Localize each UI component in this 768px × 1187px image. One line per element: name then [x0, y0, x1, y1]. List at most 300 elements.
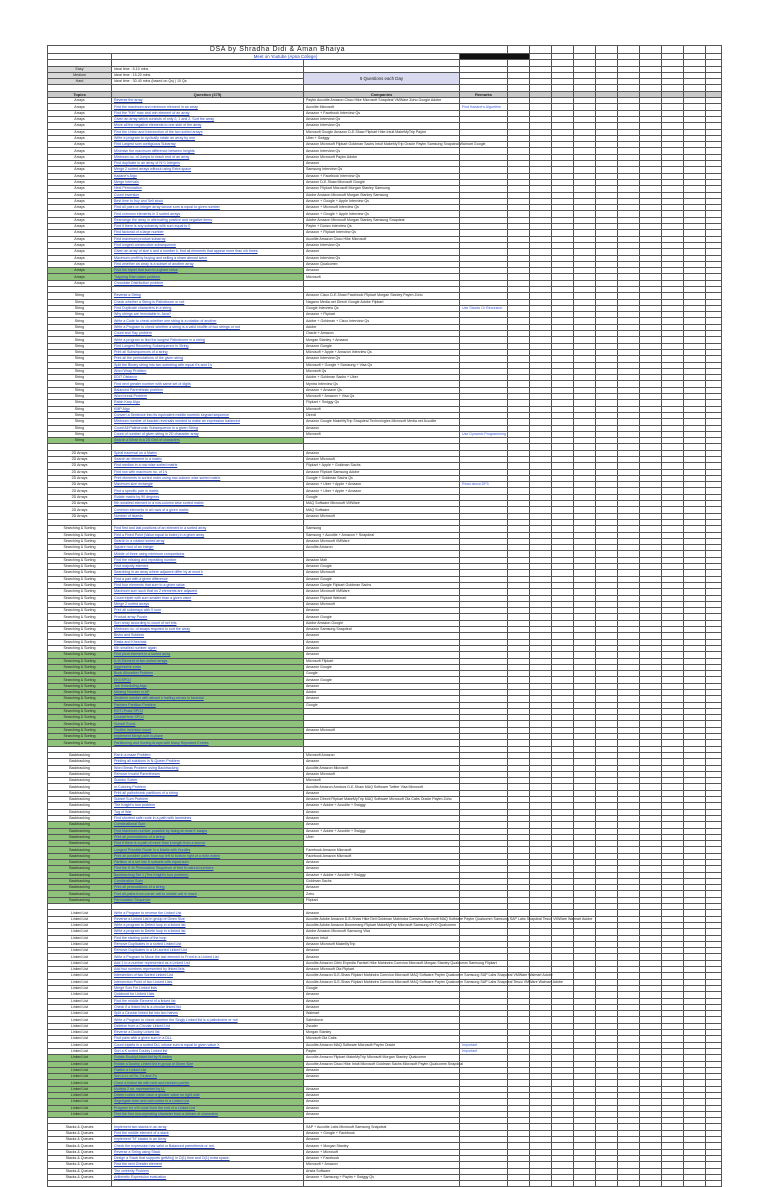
col-topics: Topics — [48, 91, 112, 97]
question-link[interactable]: Print all Subsequences of a string — [112, 349, 304, 355]
companies-cell: Flipkart — [304, 897, 460, 903]
question-link[interactable]: Find a specific pair in matrix — [112, 488, 304, 494]
question-link[interactable]: Add two numbers represented by linked lists — [112, 967, 304, 973]
topic-cell: String — [48, 381, 112, 387]
topic-cell: Searching & Sorting — [48, 551, 112, 557]
title-row — [48, 46, 722, 54]
question-link[interactable]: Remove Duplicates in a sorted Linked List — [112, 941, 304, 947]
question-link[interactable]: Find the triplet that sum to a given value — [112, 268, 304, 274]
topic-cell: Arrays — [48, 236, 112, 242]
question-link[interactable]: Find if there is any subarray with sum equal to 0 — [112, 224, 304, 230]
question-link[interactable]: ROTI-Prata SPOJ — [112, 708, 304, 714]
question-link[interactable]: Word Break Problem using Backtracking — [112, 765, 304, 771]
question-link[interactable]: Sort a K sorted Doubly Linked list — [112, 1048, 304, 1054]
question-link[interactable]: Minimum no. of swaps required to sort the array — [112, 627, 304, 633]
question-link[interactable]: Reverse the array — [112, 98, 304, 104]
companies-cell: Oracle + Amazon — [304, 331, 460, 337]
topic-cell: Linked List — [48, 916, 112, 922]
question-link[interactable]: Find Largest sum contiguous Subarray — [112, 142, 304, 148]
question-link[interactable]: Reverse a String — [112, 293, 304, 299]
topic-cell: Arrays — [48, 98, 112, 104]
topic-cell: 2D Arrays — [48, 488, 112, 494]
question-link[interactable]: Find the missing and repeating number — [112, 557, 304, 563]
question-link[interactable]: Search in a rotated sorted array — [112, 538, 304, 544]
companies-cell: Amazon — [304, 608, 460, 614]
companies-cell: Amazon — [304, 639, 460, 645]
question-link[interactable]: Find Duplicate characters in a string — [112, 305, 304, 311]
question-link[interactable]: Find factorial of a large number — [112, 230, 304, 236]
question-link[interactable]: Partition of a set into K subsets with equal sum — [112, 860, 304, 866]
companies-cell: Amazon Microsoft Paytm Adobe — [304, 154, 460, 160]
question-link[interactable]: Book Allocation Problem — [112, 671, 304, 677]
question-link[interactable]: Find first and last positions of an element in a sorted array — [112, 526, 304, 532]
question-link[interactable]: Find maximum product subarray — [112, 236, 304, 242]
companies-cell: Amazon — [304, 1137, 460, 1143]
companies-cell: Directi — [304, 412, 460, 418]
question-link[interactable]: Find all paths from corner cell to middle cell in maze — [112, 891, 304, 897]
question-link[interactable]: Find the next Greater element — [112, 1162, 304, 1168]
question-link[interactable]: Check if a linked list is a circular linked list — [112, 1004, 304, 1010]
topic-cell: String — [48, 299, 112, 305]
topic-cell: Searching & Sorting — [48, 664, 112, 670]
question-link[interactable]: Write a Program to reverse the Linked List — [112, 910, 304, 916]
col-remarks: Remarks — [460, 91, 508, 97]
companies-cell: Google — [304, 985, 460, 991]
question-link[interactable]: Write a program to find the longest Palindrome in a string — [112, 337, 304, 343]
topic-cell: String — [48, 419, 112, 425]
question-link[interactable]: Reverse a Linked List in group of Given Size — [112, 916, 304, 922]
question-link[interactable]: Rotate a Doubly Linked list in group of Given Size — [112, 1061, 304, 1067]
question-link[interactable]: Minimise the maximum difference between heights — [112, 148, 304, 154]
question-link[interactable]: Subset Sums — [112, 721, 304, 727]
topic-cell: Backtracking — [48, 784, 112, 790]
question-link[interactable]: Print elements in sorted order using row-column wise sorted matrix — [112, 475, 304, 481]
companies-cell: Amazon — [304, 885, 460, 891]
topic-cell: String — [48, 425, 112, 431]
question-link[interactable]: Find common elements in 3 sorted arrays — [112, 211, 304, 217]
question-link[interactable]: Find if there is a path of more than k length from a source — [112, 841, 304, 847]
topic-cell: Arrays — [48, 205, 112, 211]
question-link[interactable]: Find the starting point of the loop — [112, 935, 304, 941]
question-link[interactable]: Intersection of two Sorted Linked List — [112, 973, 304, 979]
question-link[interactable]: Given an array which consists of only 0, 1 and 2. Sort the array — [112, 116, 304, 122]
question-link[interactable]: Rotate matrix by 90 degrees — [112, 494, 304, 500]
companies-cell: Samsung + Accolite + Amazon + Snapdeal — [304, 532, 460, 538]
question-link[interactable]: Aggressive cows — [112, 664, 304, 670]
youtube-link[interactable]: Meet on Youtube (Apna College) — [112, 54, 460, 60]
companies-cell: Accolite Amazon MAQ Software Microsoft Paytm Oracle — [304, 1042, 460, 1048]
question-link[interactable]: KMP Algo — [112, 406, 304, 412]
question-link[interactable]: Search a Word in a 2D Grid of characters — [112, 438, 304, 444]
companies-cell: Morgan Stanley — [304, 1030, 460, 1036]
question-link[interactable]: Find row with maximum no. of 1's — [112, 469, 304, 475]
question-link[interactable]: EKOSPOJ — [112, 677, 304, 683]
topic-cell: Searching & Sorting — [48, 671, 112, 677]
question-link[interactable]: Find next greater number with same set of digits — [112, 381, 304, 387]
companies-cell: Amazon Google — [304, 664, 460, 670]
question-link[interactable]: Painters Partition Problem — [112, 702, 304, 708]
topic-cell: 2D Arrays — [48, 457, 112, 463]
topic-cell: Arrays — [48, 142, 112, 148]
question-link[interactable]: Middle of three using minimum comparisons — [112, 551, 304, 557]
question-link[interactable]: Find four elements that sum to a given value — [112, 582, 304, 588]
topic-cell: 2D Arrays — [48, 507, 112, 513]
question-link[interactable]: Find Longest Recurring Subsequence in String — [112, 343, 304, 349]
question-link[interactable]: Quicksort for Linked Lists — [112, 992, 304, 998]
question-link[interactable]: Combination Sum — [112, 878, 304, 884]
question-link[interactable]: Find the K-th Permutation Sequence of first N natural numbers — [112, 866, 304, 872]
topic-cell: 2D Arrays — [48, 450, 112, 456]
companies-cell: Amazon — [304, 1067, 460, 1073]
topic-cell: Arrays — [48, 224, 112, 230]
question-link[interactable]: Print all permutations of a string — [112, 834, 304, 840]
topic-cell: Stacks & Queues — [48, 1174, 112, 1180]
topic-cell: String — [48, 406, 112, 412]
level-desc: Ideal time : 5-10 mins — [112, 66, 304, 72]
companies-cell: Amazon — [304, 161, 460, 167]
question-link[interactable]: Rotate DoublyLinked list by N nodes — [112, 1055, 304, 1061]
companies-cell: Adobe Amazon Microsoft Morgan Stanley Samsung Snapdeal — [304, 217, 460, 223]
topic-cell: Backtracking — [48, 803, 112, 809]
question-link[interactable]: Find duplicate in an array of N+1 Integers — [112, 161, 304, 167]
question-link[interactable]: Intersection Point of two Linked Lists — [112, 979, 304, 985]
topic-cell: Searching & Sorting — [48, 658, 112, 664]
question-link[interactable]: Best time to buy and Sell stock — [112, 198, 304, 204]
topic-cell: Backtracking — [48, 860, 112, 866]
topic-cell: Backtracking — [48, 790, 112, 796]
companies-cell: Amazon + Facebook Interview Qs — [304, 173, 460, 179]
companies-cell: Amazon — [304, 860, 460, 866]
question-link[interactable]: Find a pair with a given difference — [112, 576, 304, 582]
companies-cell: Microsoft + Amazon — [304, 1162, 460, 1168]
question-link[interactable]: Write a Program to check whether the Singly Linked list is a palindrome or not — [112, 1017, 304, 1023]
companies-cell: Flipkart + Apple + Goldman Sachs — [304, 463, 460, 469]
section-spacer — [48, 1181, 722, 1187]
question-link[interactable]: Write a Program to check whether a string is a valid shuffle of two strings or not — [112, 324, 304, 330]
question-link[interactable]: Find the "Kth" max and min element of an array — [112, 110, 304, 116]
topic-cell: Arrays — [48, 274, 112, 280]
topic-cell: String — [48, 312, 112, 318]
topic-cell: 2D Arrays — [48, 494, 112, 500]
topic-cell: Linked List — [48, 948, 112, 954]
companies-cell: Facebook Amazon Microsoft — [304, 853, 460, 859]
daily-note: 5 Questions each Day — [304, 72, 460, 85]
companies-cell: Amazon Interview Qs — [304, 148, 460, 154]
topic-cell: Linked List — [48, 1099, 112, 1105]
topic-cell: Linked List — [48, 1030, 112, 1036]
question-link[interactable]: Maximum sum such that no 2 elements are adjacent — [112, 589, 304, 595]
companies-cell: Amazon Mah — [304, 557, 460, 563]
question-link[interactable]: Print all subarrays with 0 sum — [112, 608, 304, 614]
topic-cell: Backtracking — [48, 809, 112, 815]
companies-cell: Facebook Amazon Microsoft — [304, 847, 460, 853]
topic-cell: Backtracking — [48, 834, 112, 840]
question-link[interactable]: Program for n'th node from the end of a Linked List — [112, 1105, 304, 1111]
question-link[interactable]: Bishu and Soldiers — [112, 633, 304, 639]
question-link[interactable]: Convert a Sentence into its equivalent mobile numeric keypad sequence — [112, 412, 304, 418]
question-link[interactable]: Sudoku Solver — [112, 778, 304, 784]
question-link[interactable]: Check the expression has valid or Balanced parenthesis or not. — [112, 1143, 304, 1149]
topic-cell: Searching & Sorting — [48, 589, 112, 595]
question-link[interactable]: Find the middle element of a stack — [112, 1130, 304, 1136]
question-link[interactable]: Find shortest safe route in a path with landmines — [112, 815, 304, 821]
question-link[interactable]: DoubleHelix SPOJ — [112, 715, 304, 721]
companies-cell: Paytm + Dunzo Interview Qs — [304, 224, 460, 230]
companies-cell: Microsoft — [304, 406, 460, 412]
topic-cell: Arrays — [48, 129, 112, 135]
question-link[interactable]: Longest Possible Route in a Matrix with Hurdles — [112, 847, 304, 853]
question-link[interactable]: Searching in an array where adjacent differ by at most k — [112, 570, 304, 576]
companies-cell: Samsung Interview Qs — [304, 167, 460, 173]
companies-cell: Amazon — [304, 954, 460, 960]
topic-cell: Arrays — [48, 217, 112, 223]
question-link[interactable]: Implement two stacks in an array — [112, 1124, 304, 1130]
question-link[interactable]: The celebrity Problem — [112, 1168, 304, 1174]
question-link[interactable]: Check whether a String is Palindrome or not — [112, 299, 304, 305]
topic-cell: 2D Arrays — [48, 469, 112, 475]
companies-cell: Zscaler — [304, 1023, 460, 1029]
topic-cell: Linked List — [48, 1023, 112, 1029]
topic-cell: Linked List — [48, 1074, 112, 1080]
question-link[interactable]: Merge 2 sorted arrays — [112, 601, 304, 607]
question-link[interactable]: Findthe inversion count — [112, 727, 304, 733]
question-link[interactable]: Find Maximum number possible by doing at-most K swaps — [112, 828, 304, 834]
topic-cell: Searching & Sorting — [48, 564, 112, 570]
question-link[interactable]: Find median in a row wise sorted matrix — [112, 463, 304, 469]
topic-cell: String — [48, 318, 112, 324]
companies-cell: Microsoft — [304, 778, 460, 784]
question-link[interactable]: Find the maximum and minimum element in an array — [112, 104, 304, 110]
question-link[interactable]: Subset Sum Problem — [112, 797, 304, 803]
question-link[interactable]: Square root of an integer — [112, 545, 304, 551]
topic-cell: 2D Arrays — [48, 501, 112, 507]
question-link[interactable]: Segregate even and odd nodes in a Linked List — [112, 1099, 304, 1105]
topic-cell: Searching & Sorting — [48, 645, 112, 651]
question-link[interactable]: Multiply 2 no. represented by LL — [112, 1086, 304, 1092]
question-link[interactable]: Merge 2 sorted arrays without using Extra space — [112, 167, 304, 173]
companies-cell: Amazon + Google + Apple Interview Qs — [304, 211, 460, 217]
question-link[interactable]: Find longest consecutive subsequence — [112, 242, 304, 248]
question-link[interactable]: Find the Union and Intersection of the two sorted arrays — [112, 129, 304, 135]
question-link[interactable]: Find whether an array is a subset of another array — [112, 261, 304, 267]
question-link[interactable]: Print all permutations of a string — [112, 885, 304, 891]
question-link[interactable]: Find all pairs on integer array whose sum is equal to given number — [112, 205, 304, 211]
question-link[interactable]: Trapping Rain water problem — [112, 274, 304, 280]
question-link[interactable]: Printing all solutions in N-Queen Problem — [112, 759, 304, 765]
companies-cell: Amazon — [304, 992, 460, 998]
topic-cell: Linked List — [48, 1092, 112, 1098]
question-link[interactable]: Common elements in all rows of a given matrix — [112, 507, 304, 513]
question-link[interactable]: Print all the permutations of the given string — [112, 356, 304, 362]
question-link[interactable]: Remove Duplicates in a Un-sorted Linked List — [112, 948, 304, 954]
companies-cell: Amazon Google — [304, 576, 460, 582]
question-link[interactable]: Write a program to cyclically rotate an array by one — [112, 135, 304, 141]
question-link[interactable]: Sort a LL of 0's, 1's and 2's — [112, 1074, 304, 1080]
question-link[interactable]: Reverse a Doubly Linked list — [112, 1030, 304, 1036]
question-link[interactable]: Count triplet with sum smaller than a given value — [112, 595, 304, 601]
question-link[interactable]: K-th Element of two sorted arrays — [112, 658, 304, 664]
question-link[interactable]: Minimum number of bracket reversals needed to make an expression balanced — [112, 419, 304, 425]
question-link[interactable]: Find the first non-repeating character from a stream of characters — [112, 1111, 304, 1117]
question-link[interactable]: Remove Invalid Parentheses — [112, 771, 304, 777]
topic-cell: Searching & Sorting — [48, 545, 112, 551]
question-link[interactable]: Maximum size rectangle — [112, 482, 304, 488]
companies-cell: Amazon + Microsoft Interview Qs — [304, 205, 460, 211]
question-link[interactable]: The Knight's tour problem — [112, 803, 304, 809]
question-link[interactable]: Find majority element — [112, 564, 304, 570]
question-link[interactable]: Delete nodes which have a greater value on right side — [112, 1092, 304, 1098]
companies-cell: Accolite Amazon Cisco Hike Microsoft — [304, 236, 460, 242]
companies-cell: Amazon — [304, 866, 460, 872]
companies-cell: Amazon Interview Qs — [304, 356, 460, 362]
question-link[interactable]: Rearrange the array in alternating positive and negative items — [112, 217, 304, 223]
question-link[interactable]: Add 1 to a number represented as a Linked List — [112, 960, 304, 966]
topic-cell: Searching & Sorting — [48, 620, 112, 626]
question-link[interactable]: Minimum no. of Jumps to reach end of an array — [112, 154, 304, 160]
question-link[interactable]: Arithmetic Expression evaluation — [112, 1174, 304, 1180]
topic-cell: Arrays — [48, 211, 112, 217]
question-link[interactable]: Count Inversion — [112, 192, 304, 198]
question-link[interactable]: Find pivot element in a sorted array — [112, 652, 304, 658]
companies-cell: Amazon Microsoft Flipkart Goldman Sachs Intuit MakeMyTrip Oracle Paytm Samsung Snapdeal Walmart Google — [304, 142, 460, 148]
question-link[interactable]: Merge Intervals — [112, 179, 304, 185]
question-link[interactable]: Why strings are immutable in Java? — [112, 312, 304, 318]
question-link[interactable]: Flatten a Linked List — [112, 1067, 304, 1073]
question-link[interactable]: Partitioning and Sorting Arrays with Many Repeated Entries — [112, 740, 304, 746]
question-link[interactable]: Write a Program to Move the last element to Front in a Linked List — [112, 954, 304, 960]
question-link[interactable]: Backtracking Set 1 (The Knight's tour problem) — [112, 872, 304, 878]
question-link[interactable]: Number of islands — [112, 513, 304, 519]
companies-cell: Google Interview Qs — [304, 305, 460, 311]
companies-cell: Microsoft + Amazon + Visa Qs — [304, 394, 460, 400]
topic-cell: String — [48, 438, 112, 444]
topic-cell: String — [48, 362, 112, 368]
question-link[interactable]: Deletion from a Circular Linked List — [112, 1023, 304, 1029]
question-link[interactable]: Rabin Karp Algo — [112, 400, 304, 406]
question-link[interactable]: Count and Say problem — [112, 331, 304, 337]
question-link[interactable]: Clone a linked list with next and random pointer — [112, 1080, 304, 1086]
question-link[interactable]: Write a program to Detect loop in a linked list — [112, 922, 304, 928]
companies-cell: Amazon Flipkart Microsoft Morgan Stanley Samsung — [304, 186, 460, 192]
topic-cell: Searching & Sorting — [48, 740, 112, 746]
question-link[interactable]: Rat in a maze Problem — [112, 752, 304, 758]
question-link[interactable]: Next Permutation — [112, 186, 304, 192]
question-link[interactable]: m Coloring Problem — [112, 784, 304, 790]
question-link[interactable]: Search an element in a matrix — [112, 457, 304, 463]
topic-cell: Backtracking — [48, 771, 112, 777]
companies-cell: Amazon Microsoft VMWare — [304, 538, 460, 544]
companies-cell: Amazon — [304, 998, 460, 1004]
topic-cell: Backtracking — [48, 853, 112, 859]
question-link[interactable]: Chocolate Distribution problem — [112, 280, 304, 286]
question-link[interactable]: Kth smallest number again — [112, 645, 304, 651]
topic-cell: Arrays — [48, 242, 112, 248]
question-link[interactable]: Split the Binary string into two substring with equal 0's and 1's — [112, 362, 304, 368]
question-link[interactable]: Find the middle Element of a linked list — [112, 998, 304, 1004]
topic-cell: String — [48, 387, 112, 393]
question-link[interactable]: Rasta and Kheshtak — [112, 639, 304, 645]
companies-cell: Amazon Google — [304, 343, 460, 349]
companies-cell: Microsoft — [304, 431, 460, 437]
topic-cell: Linked List — [48, 967, 112, 973]
topic-cell: Linked List — [48, 979, 112, 985]
topic-cell: Arrays — [48, 268, 112, 274]
companies-cell: Adobe + Goldman + Cisco Interview Qs — [304, 318, 460, 324]
topic-cell: Linked List — [48, 910, 112, 916]
question-link[interactable]: Word break Problem — [112, 394, 304, 400]
question-link[interactable]: Move all the negative elements to one side of the array — [112, 123, 304, 129]
companies-cell: Amazon Interview Qs — [304, 123, 460, 129]
topic-cell: Linked List — [48, 922, 112, 928]
question-link[interactable]: Print all palindromic partitions of a string — [112, 790, 304, 796]
question-link[interactable]: Find a Fixed Point (Value equal to index) in a given array — [112, 532, 304, 538]
question-link[interactable]: Write a program to Delete loop in a linked list — [112, 929, 304, 935]
question-link[interactable]: Design a Stack that supports getMin() in O(1) time and O(1) extra space. — [112, 1155, 304, 1161]
question-link[interactable]: Spiral traversal on a Matrix — [112, 450, 304, 456]
companies-cell: MAQ Software Microsoft VMWare — [304, 501, 460, 507]
question-link[interactable]: Tug of War — [112, 809, 304, 815]
question-link[interactable]: Combinational Sum — [112, 822, 304, 828]
question-link[interactable]: Reverse a String using Stack — [112, 1149, 304, 1155]
question-link[interactable]: Permutation Sequence — [112, 897, 304, 903]
topic-cell: Searching & Sorting — [48, 633, 112, 639]
question-link[interactable]: EDIT Distance — [112, 375, 304, 381]
question-link[interactable]: Count of number of given string in 2D character array — [112, 431, 304, 437]
question-link[interactable]: Product array Puzzle — [112, 614, 304, 620]
companies-cell: Amazon Interview Qs — [304, 242, 460, 248]
question-link[interactable]: Sort array according to count of set bits — [112, 620, 304, 626]
question-link[interactable]: Split a Circular linked list into two halves — [112, 1011, 304, 1017]
question-link[interactable]: Job Scheduling Algo — [112, 683, 304, 689]
question-link[interactable]: Kth smallest element in a row-column wise sorted matrix — [112, 501, 304, 507]
topic-cell: Arrays — [48, 161, 112, 167]
question-link[interactable]: Print all possible paths from top left to bottom right of a mXn matrix — [112, 853, 304, 859]
question-link[interactable]: Count All Palindromic Subsequence in a given String — [112, 425, 304, 431]
question-link[interactable]: Given an array of size n and a number k, find all elements that appear more than n/k times — [112, 249, 304, 255]
companies-cell: Accolite Microsoft — [304, 104, 460, 110]
topic-cell: Arrays — [48, 104, 112, 110]
topic-cell: Backtracking — [48, 778, 112, 784]
companies-cell: Amazon — [304, 450, 460, 456]
topic-cell: Searching & Sorting — [48, 683, 112, 689]
companies-cell: Accolite Amazon Microsoft — [304, 765, 460, 771]
question-link[interactable]: Implement "N" stacks in an Array — [112, 1137, 304, 1143]
companies-cell: Amazon Microsoft Ola Flipkart — [304, 967, 460, 973]
question-link[interactable]: Balanced Parenthesis problem — [112, 387, 304, 393]
question-link[interactable]: Missing Number in AP — [112, 689, 304, 695]
topic-cell: Linked List — [48, 992, 112, 998]
companies-cell: Amazon Cisco D-E-Shaw Facebook Flipkart Morgan Stanley Paytm Zoho — [304, 293, 460, 299]
question-link[interactable]: Kadane's Algo — [112, 173, 304, 179]
companies-cell: Amazon + Morgan Stanley — [304, 1143, 460, 1149]
topic-cell: String — [48, 412, 112, 418]
question-link[interactable]: Count triplets in a sorted DLL whose sum is equal to given value X — [112, 1042, 304, 1048]
topic-cell: Stacks & Queues — [48, 1137, 112, 1143]
question-link[interactable]: Merge Sort For Linked lists — [112, 985, 304, 991]
question-link[interactable]: Smallest number with atleast n trailing zeroes in factorial — [112, 696, 304, 702]
remarks-cell: Read about DFS — [460, 482, 508, 488]
question-link[interactable]: Implement Merge-sort in-place — [112, 734, 304, 740]
topic-cell: String — [48, 305, 112, 311]
topic-cell: Searching & Sorting — [48, 696, 112, 702]
question-link[interactable]: Find pairs with a given sum in a DLL — [112, 1036, 304, 1042]
question-link[interactable]: Write a Code to check whether one string is a rotation of another — [112, 318, 304, 324]
topic-cell: Searching & Sorting — [48, 715, 112, 721]
topic-cell: Searching & Sorting — [48, 538, 112, 544]
question-link[interactable]: Maximum profit by buying and selling a share atmost twice — [112, 255, 304, 261]
question-link[interactable]: Word Wrap Problem — [112, 368, 304, 374]
topic-cell: Backtracking — [48, 822, 112, 828]
